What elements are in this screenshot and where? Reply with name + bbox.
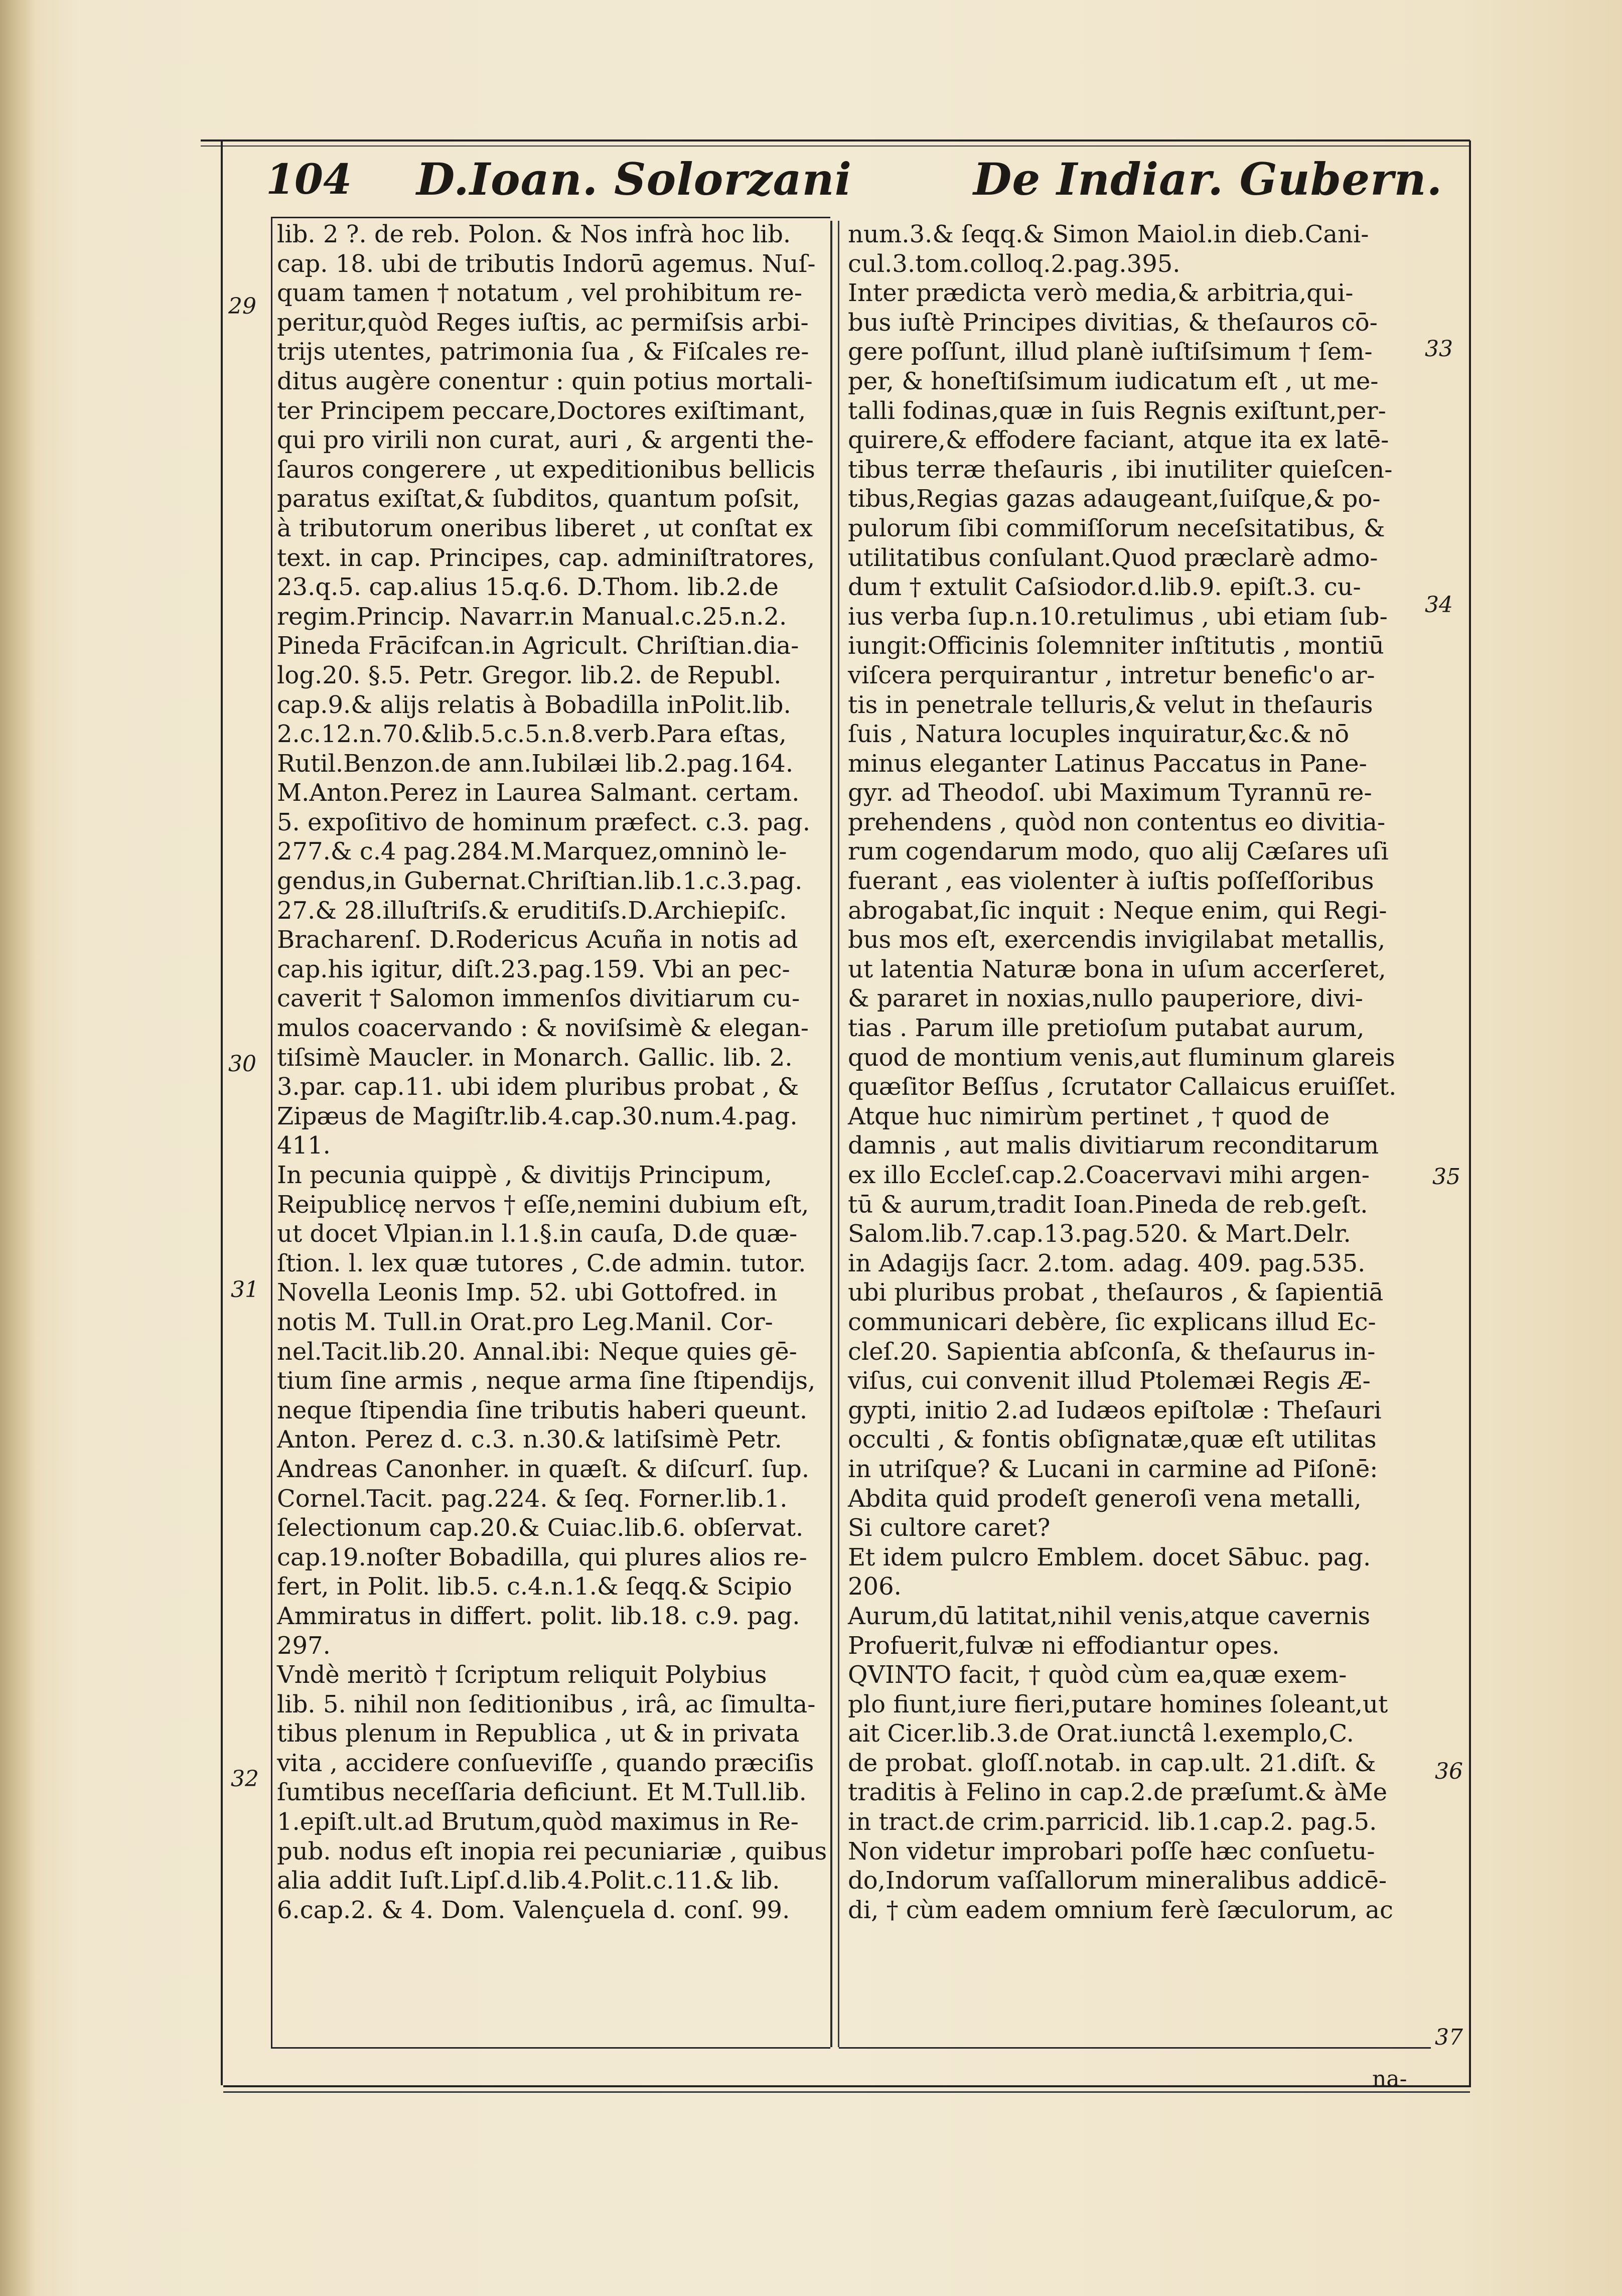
- text-line: quam tamen † notatum , vel prohibitum re-: [277, 279, 803, 308]
- text-line: ter Principem peccare,Doctores exiſtimant,: [277, 396, 806, 425]
- margin-number-34: 34: [1425, 592, 1453, 618]
- text-line: de probat. gloſſ.notab. in cap.ult. 21.diſt. &: [848, 1749, 1376, 1777]
- text-line: plo fiunt,iure fieri,putare homines ſoleant,ut: [848, 1690, 1388, 1718]
- text-line: viſcera perquirantur , intretur benefic'o ar-: [848, 661, 1375, 689]
- frame-top-rule-inner: [201, 146, 1470, 147]
- text-line: abrogabat,ſic inquit : Neque enim, qui Regi-: [848, 896, 1387, 925]
- text-line: 411.: [277, 1131, 331, 1160]
- margin-number-29: 29: [228, 294, 256, 319]
- text-line: tibus plenum in Republica , ut & in privata: [277, 1719, 800, 1748]
- text-line: per, & honeſtiſsimum iudicatum eſt , ut me-: [848, 367, 1379, 395]
- left-column-side-rule: [271, 217, 272, 2048]
- text-line: tibus,Regias gazas adaugeant,ſuiſque,& po-: [848, 485, 1381, 513]
- text-line: peritur,quòd Reges iuſtis, ac permiſsis arbi-: [277, 308, 809, 337]
- page-number: 104: [266, 156, 352, 204]
- margin-number-37: 37: [1435, 2025, 1463, 2050]
- text-line: 277.& c.4 pag.284.M.Marquez,omninò le-: [277, 837, 787, 866]
- text-line: ex illo Eccleſ.cap.2.Coacervavi mihi argen-: [848, 1161, 1370, 1189]
- text-line: traditis à Felino in cap.2.de præſumt.& àMe: [848, 1778, 1388, 1807]
- text-line: di, † cùm eadem omnium ferè ſæculorum, ac: [848, 1896, 1393, 1924]
- text-line: ſelectionum cap.20.& Cuiac.lib.6. obſervat.: [277, 1514, 804, 1542]
- text-line: cap. 18. ubi de tributis Indorū agemus. Nuſ-: [277, 249, 816, 278]
- text-line: ſtion. l. lex quæ tutores , C.de admin. tutor.: [277, 1249, 806, 1277]
- text-line: fert, in Polit. lib.5. c.4.n.1.& ſeqq.& Scipio: [277, 1572, 792, 1601]
- text-line: vita , accidere conſueviſſe , quando præciſis: [277, 1749, 814, 1777]
- text-line: ditus augère conentur : quin potius mortali-: [277, 367, 813, 395]
- text-line: 23.q.5. cap.alius 15.q.6. D.Thom. lib.2.de: [277, 573, 779, 602]
- text-line: gendus,in Gubernat.Chriſtian.lib.1.c.3.pag.: [277, 867, 803, 896]
- text-line: tium ſine armis , neque arma ſine ſtipendijs,: [277, 1367, 816, 1395]
- left-text-column: [277, 220, 839, 1925]
- text-line: gypti, initio 2.ad Iudæos epiſtolæ : Theſauri: [848, 1396, 1382, 1424]
- text-line: Andreas Canonher. in quæſt. & diſcurſ. ſup.: [277, 1455, 810, 1483]
- text-line: in Adagijs ſacr. 2.tom. adag. 409. pag.535.: [848, 1249, 1366, 1277]
- text-line: Reipublicę nervos † eſſe,nemini dubium eſt,: [277, 1190, 809, 1219]
- text-line: ut docet Vlpian.in l.1.§.in cauſa, D.de quæ-: [277, 1220, 798, 1248]
- text-line: 6.cap.2. & 4. Dom. Valençuela d. conſ. 99.: [277, 1896, 790, 1924]
- text-line: lib. 2 ?. de reb. Polon. & Nos infrà hoc lib.: [277, 220, 791, 248]
- text-line: nel.Tacit.lib.20. Annal.ibi: Neque quies gē-: [277, 1337, 797, 1366]
- left-column-bottom-rule: [271, 2047, 830, 2049]
- right-column-bottom-rule: [839, 2047, 1431, 2049]
- text-line: 3.par. cap.11. ubi idem pluribus probat , &: [277, 1073, 799, 1101]
- margin-number-30: 30: [228, 1051, 256, 1077]
- text-line: utilitatibus conſulant.Quod præclarè admo-: [848, 543, 1378, 572]
- text-line: Bracharenſ. D.Rodericus Acuña in notis ad: [277, 926, 798, 954]
- text-line: notis M. Tull.in Orat.pro Leg.Manil. Cor-: [277, 1308, 773, 1336]
- text-line: quod de montium venis,aut fluminum glareis: [848, 1043, 1395, 1072]
- text-line: tis in penetrale telluris,& velut in theſauris: [848, 690, 1373, 719]
- text-line: Aurum,dū latitat,nihil venis,atque cavernis: [848, 1602, 1371, 1630]
- text-line: tibus terræ theſauris , ibi inutiliter quieſcen-: [848, 455, 1393, 484]
- text-line: Inter prædicta verò media,& arbitria,qui-: [848, 279, 1354, 308]
- text-line: à tributorum oneribus liberet , ut conſtat ex: [277, 514, 813, 542]
- text-line: neque ſtipendia ſine tributis haberi queunt.: [277, 1396, 808, 1424]
- text-line: in utriſque? & Lucani in carmine ad Piſonē:: [848, 1455, 1378, 1483]
- text-line: cap.his igitur, diſt.23.pag.159. Vbi an pec-: [277, 955, 790, 983]
- text-line: Cornel.Tacit. pag.224. & ſeq. Forner.lib.1.: [277, 1484, 788, 1513]
- text-line: text. in cap. Principes, cap. adminiſtratores,: [277, 543, 815, 572]
- text-line: 1.epiſt.ult.ad Brutum,quòd maximus in Re-: [277, 1808, 799, 1836]
- text-line: talli fodinas,quæ in ſuis Regnis exiſtunt,per-: [848, 396, 1386, 425]
- text-line: Atque huc nimirùm pertinet , † quod de: [848, 1102, 1330, 1130]
- text-line: do,Indorum vaſſallorum mineralibus addicē-: [848, 1867, 1387, 1895]
- running-head-author: D.Ioan. Solorzani: [416, 153, 852, 205]
- text-line: Et idem pulcro Emblem. docet Sābuc. pag.: [848, 1543, 1371, 1571]
- text-line: caverit † Salomon immenſos divitiarum cu-: [277, 984, 800, 1013]
- text-line: mulos coacervando : & noviſsimè & elegan-: [277, 1014, 809, 1043]
- text-line: num.3.& ſeqq.& Simon Maiol.in dieb.Cani-: [848, 220, 1369, 248]
- text-line: regim.Princip. Navarr.in Manual.c.25.n.2.: [277, 602, 787, 631]
- text-line: bus iuſtè Principes divitias, & theſauros cō-: [848, 308, 1378, 337]
- text-line: ſumtibus neceſſaria deficiunt. Et M.Tull.lib.: [277, 1778, 807, 1807]
- text-line: prehendens , quòd non contentus eo divitia-: [848, 808, 1386, 836]
- text-line: 5. expoſitivo de hominum præfect. c.3. pag.: [277, 808, 811, 836]
- margin-number-32: 32: [231, 1766, 259, 1792]
- catchword: na-: [1372, 2066, 1407, 2092]
- frame-top-rule: [201, 139, 1470, 141]
- text-line: communicari debère, ſic explicans illud Ec-: [848, 1308, 1376, 1336]
- text-line: 2.c.12.n.70.&lib.5.c.5.n.8.verb.Para eſtas,: [277, 720, 787, 749]
- text-line: dum † extulit Caſsiodor.d.lib.9. epiſt.3. cu-: [848, 573, 1361, 602]
- text-line: gyr. ad Theodoſ. ubi Maximum Tyrannū re-: [848, 779, 1372, 807]
- frame-bottom-rule: [223, 2085, 1470, 2087]
- text-line: ſauros congerere , ut expeditionibus bellicis: [277, 455, 815, 484]
- margin-number-33: 33: [1425, 336, 1453, 362]
- text-line: M.Anton.Perez in Laurea Salmant. certam.: [277, 779, 800, 807]
- text-line: ſuis , Natura locuples inquiratur,&c.& nō: [848, 720, 1350, 749]
- frame-left-rule: [221, 139, 223, 2085]
- text-line: paratus exiſtat,& ſubditos, quantum poſsit,: [277, 485, 800, 513]
- right-text-column: [848, 220, 1425, 1925]
- text-line: rum cogendarum modo, quo alij Cæſares uſi: [848, 837, 1389, 866]
- text-line: quirere,& effodere faciant, atque ita ex latē-: [848, 426, 1389, 455]
- text-line: quæſitor Beſſus , ſcrutator Callaicus eruiſſet.: [848, 1073, 1397, 1101]
- text-line: trijs utentes, patrimonia ſua , & Fiſcales re-: [277, 338, 809, 366]
- text-line: Vndè meritò † ſcriptum reliquit Polybius: [277, 1661, 767, 1689]
- left-column-top-rule: [271, 217, 830, 218]
- text-line: damnis , aut malis divitiarum reconditarum: [848, 1131, 1379, 1160]
- margin-number-36: 36: [1435, 1759, 1463, 1784]
- text-line: 27.& 28.illuſtriſs.& eruditiſs.D.Archiepiſc.: [277, 896, 787, 925]
- text-line: pub. nodus eſt inopia rei pecuniariæ , quibus: [277, 1837, 827, 1866]
- text-line: Pineda Frācifcan.in Agricult. Chriſtian.dia-: [277, 632, 799, 660]
- text-line: & pararet in noxias,nullo pauperiore, divi-: [848, 984, 1363, 1013]
- text-line: bus mos eſt, exercendis invigilabat metallis,: [848, 926, 1386, 954]
- text-line: lib. 5. nihil non ſeditionibus , irâ, ac ſimulta-: [277, 1690, 816, 1718]
- text-line: ait Cicer.lib.3.de Orat.iunctâ l.exemplo,C.: [848, 1719, 1354, 1748]
- text-line: ubi pluribus probat , theſauros , & ſapientiā: [848, 1278, 1384, 1307]
- margin-number-35: 35: [1432, 1164, 1460, 1190]
- text-line: cap.19.noſter Bobadilla, qui plures alios re-: [277, 1543, 807, 1571]
- text-line: Salom.lib.7.cap.13.pag.520. & Mart.Delr.: [848, 1220, 1351, 1248]
- running-head-title: De Indiar. Gubern.: [973, 153, 1443, 205]
- text-line: Zipæus de Magiſtr.lib.4.cap.30.num.4.pag.: [277, 1102, 798, 1130]
- text-line: QVINTO facit, † quòd cùm ea,quæ exem-: [848, 1661, 1347, 1689]
- page-gutter-shadow: [0, 0, 35, 2296]
- text-line: log.20. §.5. Petr. Gregor. lib.2. de Republ.: [277, 661, 782, 689]
- text-line: viſus, cui convenit illud Ptolemæi Regis Æ-: [848, 1367, 1371, 1395]
- text-line: Ammiratus in differt. polit. lib.18. c.9. pag.: [277, 1602, 800, 1630]
- text-line: Novella Leonis Imp. 52. ubi Gottofred. in: [277, 1278, 778, 1307]
- text-line: qui pro virili non curat, auri , & argenti the-: [277, 426, 814, 455]
- frame-bottom-rule-inner: [223, 2091, 1470, 2093]
- text-line: in tract.de crim.parricid. lib.1.cap.2. pag.5.: [848, 1808, 1377, 1836]
- text-line: cleſ.20. Sapientia abſconſa, & theſaurus in-: [848, 1337, 1376, 1366]
- text-line: fuerant , eas violenter à iuſtis poſſeſſoribus: [848, 867, 1374, 896]
- text-line: alia addit Iuſt.Lipſ.d.lib.4.Polit.c.11.& lib.: [277, 1867, 780, 1895]
- text-line: tias . Parum ille pretioſum putabat aurum,: [848, 1014, 1365, 1043]
- text-line: Rutil.Benzon.de ann.Iubilæi lib.2.pag.164.: [277, 749, 794, 778]
- text-line: tū & aurum,tradit Ioan.Pineda de reb.geſt.: [848, 1190, 1368, 1219]
- text-line: In pecunia quippè , & divitijs Principum,: [277, 1161, 772, 1189]
- text-line: occulti , & fontis obſignatæ,quæ eſt utilitas: [848, 1425, 1377, 1454]
- text-line: 206.: [848, 1572, 902, 1601]
- text-line: Profuerit,fulvæ ni effodiantur opes.: [848, 1631, 1280, 1660]
- text-line: Si cultore caret?: [848, 1514, 1051, 1542]
- frame-right-rule: [1469, 140, 1471, 2087]
- text-line: ut latentia Naturæ bona in uſum accerſeret,: [848, 955, 1386, 983]
- text-line: 297.: [277, 1631, 331, 1660]
- text-line: cul.3.tom.colloq.2.pag.395.: [848, 249, 1181, 278]
- text-line: Anton. Perez d. c.3. n.30.& latiſsimè Petr.: [277, 1425, 782, 1454]
- text-line: tiſsimè Maucler. in Monarch. Gallic. lib. 2.: [277, 1043, 793, 1072]
- text-line: gere poſſunt, illud planè iuſtiſsimum † ſem-: [848, 338, 1373, 366]
- text-line: ius verba ſup.n.10.retulimus , ubi etiam ſub-: [848, 602, 1388, 631]
- margin-number-31: 31: [231, 1277, 259, 1303]
- text-line: pulorum ſibi commiſſorum neceſsitatibus, &: [848, 514, 1385, 542]
- text-line: iungit:Officinis ſolemniter inſtitutis , montiū: [848, 632, 1384, 660]
- text-line: minus eleganter Latinus Paccatus in Pane-: [848, 749, 1367, 778]
- text-line: cap.9.& alijs relatis à Bobadilla inPolit.lib.: [277, 690, 791, 719]
- text-line: Non videtur improbari poſſe hæc conſuetu-: [848, 1837, 1375, 1866]
- text-line: Abdita quid prodeſt generoſi vena metalli,: [848, 1484, 1362, 1513]
